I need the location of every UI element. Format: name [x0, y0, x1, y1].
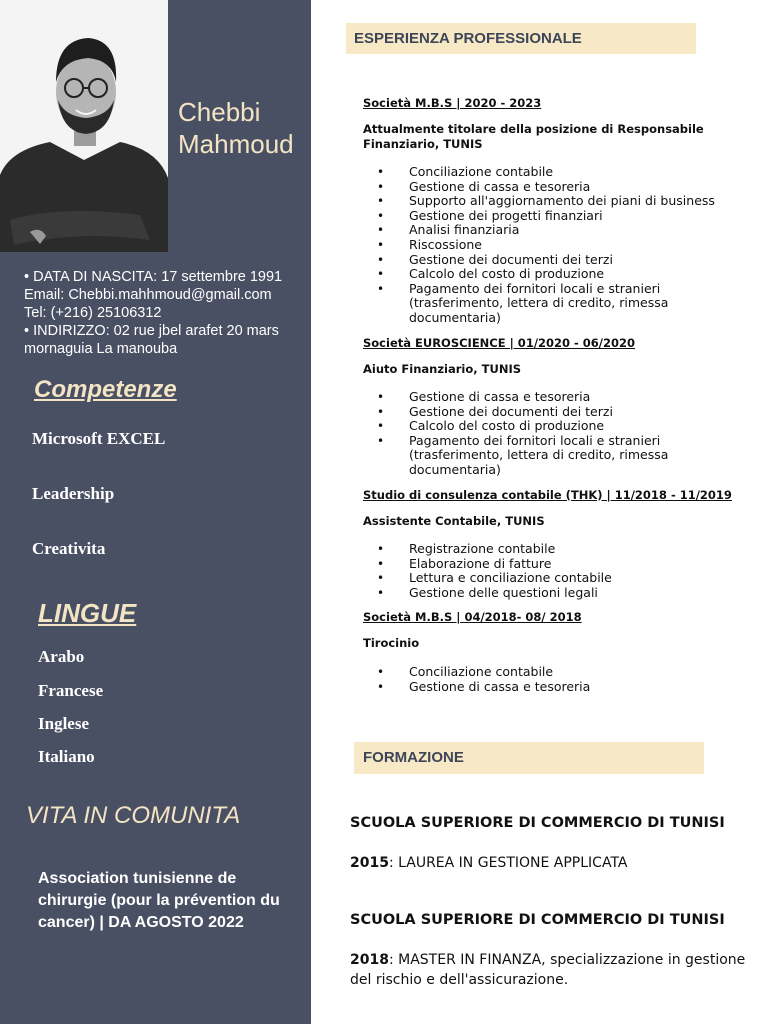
job-role: Tirocinio — [363, 636, 420, 651]
list-item: • Registrazione contabile — [363, 542, 763, 557]
job-header: Studio di consulenza contabile (THK) | 11/2018 - 11/2019 — [363, 487, 732, 502]
job-tasks — [363, 390, 763, 478]
birth-date: • DATA DI NASCITA: 17 settembre 1991 — [24, 269, 283, 285]
list-item: • Riscossione — [363, 238, 763, 253]
list-item: • Gestione delle questioni legali — [363, 586, 763, 601]
skill-item: Creativita — [32, 539, 106, 558]
phone: Tel: (+216) 25106312 — [24, 305, 162, 321]
list-item: • Gestione di cassa e tesoreria — [363, 680, 763, 695]
list-item: • Pagamento dei fornitori locali e stranieri (trasferimento, lettera di credito, rimessa documentaria) — [363, 282, 763, 326]
languages-title: LINGUE — [38, 598, 137, 628]
job-role: Aiuto Finanziario, TUNIS — [363, 361, 522, 376]
school-name: SCUOLA SUPERIORE DI COMMERCIO DI TUNISI — [350, 815, 725, 831]
list-item: • Elaborazione di fatture — [363, 557, 763, 572]
job-tasks — [363, 542, 763, 600]
community-title: VITA IN COMUNITA — [26, 802, 241, 829]
sidebar — [0, 0, 311, 1024]
job-role: Attualmente titolare della posizione di Responsabile Finanziario, TUNIS — [363, 122, 704, 151]
language-item: Inglese — [38, 714, 89, 733]
list-item: • Gestione dei progetti finanziari — [363, 209, 763, 224]
experience-list — [363, 96, 763, 704]
degree-title: : LAUREA IN GESTIONE APPLICATA — [388, 855, 628, 871]
degree-line — [350, 853, 750, 873]
list-item: • Gestione dei documenti dei terzi — [363, 405, 763, 420]
community-text: Association tunisienne de chirurgie (pour la prévention du cancer) | DA AGOSTO 2022 — [38, 870, 280, 931]
education-entry — [350, 813, 750, 873]
job-role: Assistente Contabile, TUNIS — [363, 513, 545, 528]
list-item: • Lettura e conciliazione contabile — [363, 571, 763, 586]
list-item: • Supporto all'aggiornamento dei piani di business — [363, 194, 763, 209]
list-item: • Gestione di cassa e tesoreria — [363, 390, 763, 405]
school-name: SCUOLA SUPERIORE DI COMMERCIO DI TUNISI — [350, 912, 725, 928]
job-tasks — [363, 665, 763, 694]
job-entry — [363, 610, 763, 694]
education-entry — [350, 910, 750, 990]
skill-item: Leadership — [32, 484, 115, 503]
list-item: • Analisi finanziaria — [363, 223, 763, 238]
skill-item: Microsoft EXCEL — [32, 429, 166, 448]
list-item: • Calcolo del costo di produzione — [363, 419, 763, 434]
list-item: • Conciliazione contabile — [363, 165, 763, 180]
job-header: Società M.B.S | 04/2018- 08/ 2018 — [363, 610, 582, 625]
job-entry — [363, 96, 763, 326]
list-item: • Gestione di cassa e tesoreria — [363, 180, 763, 195]
job-tasks — [363, 165, 763, 326]
list-item: • Calcolo del costo di produzione — [363, 267, 763, 282]
profile-photo — [0, 0, 168, 252]
job-entry — [363, 336, 763, 478]
degree-title: : MASTER IN FINANZA, specializzazione in gestione del rischio e dell'assicurazione. — [350, 952, 746, 988]
degree-year: 2018 — [350, 952, 389, 968]
name-second-line: Mahmoud — [178, 129, 294, 159]
language-item: Arabo — [38, 647, 85, 666]
experience-title: ESPERIENZA PROFESSIONALE — [346, 23, 696, 54]
address: • INDIRIZZO: 02 rue jbel arafet 20 mars mornaguia La manouba — [24, 323, 279, 357]
language-item: Francese — [38, 681, 104, 700]
language-item: Italiano — [38, 747, 95, 766]
skills-title: Competenze — [34, 376, 177, 403]
job-header: Società EUROSCIENCE | 01/2020 - 06/2020 — [363, 335, 636, 350]
list-item: • Conciliazione contabile — [363, 665, 763, 680]
candidate-name — [178, 96, 311, 160]
name-first-line: Chebbi — [178, 97, 261, 127]
degree-year: 2015 — [350, 855, 389, 871]
job-header: Società M.B.S | 2020 - 2023 — [363, 96, 542, 110]
list-item: • Gestione dei documenti dei terzi — [363, 253, 763, 268]
job-entry — [363, 488, 763, 601]
list-item: • Pagamento dei fornitori locali e stranieri (trasferimento, lettera di credito, rimessa documentaria) — [363, 434, 763, 478]
contact-info — [24, 268, 309, 358]
education-title: FORMAZIONE — [354, 742, 704, 774]
email: Email: Chebbi.mahhmoud@gmail.com — [24, 287, 272, 303]
degree-line — [350, 950, 750, 990]
